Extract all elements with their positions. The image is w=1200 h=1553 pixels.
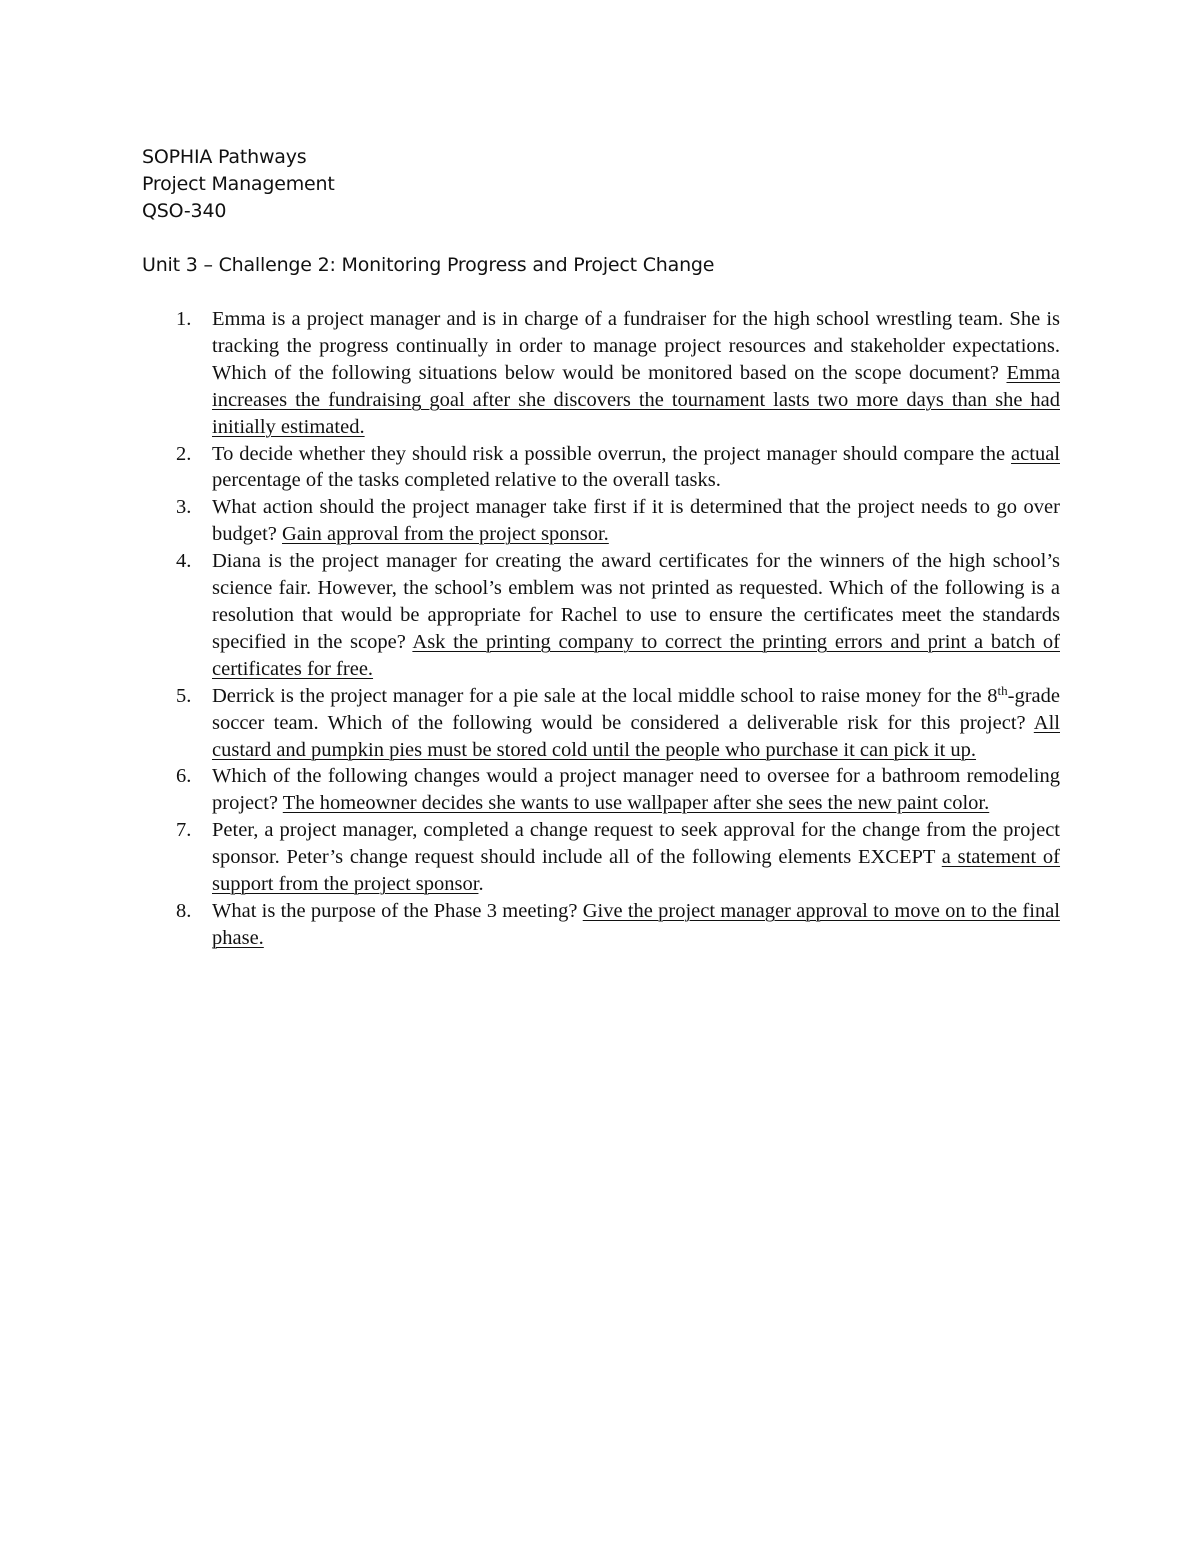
answer-text: a statement of support from the project sponsor (212, 846, 1061, 896)
question-item-5 (142, 683, 1060, 764)
answer-text: All custard and pumpkin pies must be stored cold until the people who purchase it can pick it up. (212, 711, 1060, 761)
question-text: Which of the following changes would a project manager need to oversee for a bathroom remodeling project? (212, 765, 1060, 815)
question-text-continued: -grade soccer team. Which of the following would be considered a deliverable risk for this project? (212, 684, 1060, 734)
question-item-6 (142, 763, 1060, 817)
question-text: Peter, a project manager, completed a change request to seek approval for the change from the project sponsor. Peter’s change request should include all of the following elements EXCEPT (212, 819, 1060, 869)
question-item-8 (142, 898, 1060, 952)
question-number: 8. (176, 899, 192, 922)
question-number: 7. (176, 819, 192, 842)
answer-text: Ask the printing company to correct the printing errors and print a batch of certificates for free. (212, 630, 1060, 680)
question-text: To decide whether they should risk a possible overrun, the project manager should compare the (212, 442, 1012, 465)
answer-text: Gain approval from the project sponsor. (282, 523, 609, 546)
answer-text: Emma increases the fundraising goal after she discovers the tournament lasts two more days than she had initially estimated. (212, 361, 1060, 438)
header-course-code: QSO-340 (142, 200, 227, 222)
document-header (142, 144, 714, 279)
question-punctuation: . (478, 873, 484, 896)
question-item-2 (142, 441, 1060, 495)
question-list (142, 306, 1060, 952)
answer-text: The homeowner decides she wants to use wallpaper after she sees the new paint color. (282, 792, 990, 815)
question-item-4 (142, 548, 1060, 683)
header-institution: SOPHIA Pathways (142, 146, 307, 168)
question-number: 1. (176, 308, 192, 330)
question-number: 3. (176, 496, 192, 519)
header-course-name: Project Management (142, 173, 335, 195)
page-title: Unit 3 – Challenge 2: Monitoring Progress and Project Change (142, 254, 715, 276)
question-text-continued: percentage of the tasks completed relative to the overall tasks. (212, 469, 721, 492)
answer-text: actual (1011, 442, 1060, 465)
question-item-7 (142, 817, 1060, 898)
question-item-1 (142, 306, 1060, 441)
question-text: Emma is a project manager and is in charge of a fundraiser for the high school wrestling team. She is tracking the progress continually in order to manage project resources and stakeholder expectations. Which of the following situations below would be monitored based on the scope document? (212, 308, 1060, 384)
question-number: 6. (176, 765, 192, 788)
ordinal-superscript: th (997, 682, 1008, 698)
question-text: What action should the project manager take first if it is determined that the project needs to go over budget? (212, 496, 1060, 546)
question-text: Derrick is the project manager for a pie sale at the local middle school to raise money for the 8 (212, 684, 998, 707)
question-item-3 (142, 494, 1060, 548)
question-number: 2. (176, 442, 192, 465)
question-text: Diana is the project manager for creating the award certificates for the winners of the high school’s science fair. However, the school’s emblem was not printed as requested. Which of the following is a resolution that would be appropriate for Rachel to use to ensure the certificates meet the standards specified in the scope? (212, 550, 1060, 653)
answer-text: Give the project manager approval to move on to the final phase. (212, 899, 1060, 949)
question-number: 4. (176, 550, 192, 573)
question-text: What is the purpose of the Phase 3 meeting? (212, 899, 583, 922)
question-number: 5. (176, 684, 192, 707)
